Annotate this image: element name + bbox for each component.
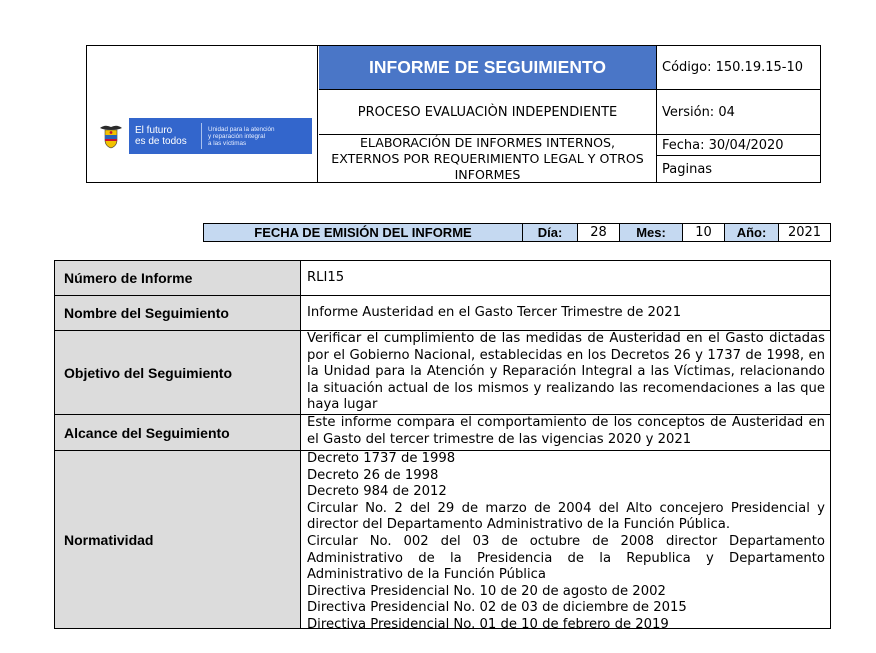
regulation-item: Decreto 26 de 1998	[307, 467, 439, 483]
regulation-item: Directiva Presidencial No. 01 de 10 de febrero de 2019	[307, 616, 669, 632]
day-value: 28	[578, 224, 620, 241]
logo-slogan	[129, 125, 199, 147]
logo-entity-name	[208, 126, 308, 147]
tracking-objective-label: Objetivo del Seguimiento	[55, 331, 301, 414]
regulations-row	[55, 451, 830, 632]
document-code: Código: 150.19.15-10	[657, 46, 820, 90]
document-version: Versión: 04	[657, 90, 820, 135]
regulations-label: Normatividad	[55, 451, 301, 628]
logo-slogan-line-1: El futuro	[135, 125, 173, 136]
month-value: 10	[683, 224, 725, 241]
month-label: Mes:	[620, 224, 683, 241]
logo-entity-line-2: y reparación integral	[208, 132, 266, 140]
report-number-row	[55, 261, 830, 296]
regulation-item: Circular No. 002 del 03 de octubre de 2008 director Departamento Administrativo de la Presidencia de la Republica y Departamento Administrativo de la Función Pública	[307, 533, 825, 583]
tracking-scope-row	[55, 415, 830, 451]
tracking-name-value: Informe Austeridad en el Gasto Tercer Trimestre de 2021	[307, 304, 682, 320]
document-date: Fecha: 30/04/2020	[657, 135, 820, 156]
tracking-objective-row	[55, 331, 830, 415]
logo-entity-line-3: a las víctimas	[208, 139, 247, 147]
logo-slogan-line-2: es de todos	[135, 136, 187, 147]
tracking-objective-value: Verificar el cumplimiento de las medidas de Austeridad en el Gasto dictadas por el Gobierno Nacional, establecidas en los Decretos 26 y 1737 de 1998, en la Unidad para la Atención y Reparación Integral a las Víctimas, relacionando la situación actual de los mismos y realizando las recomendaciones a las que haya lugar	[307, 331, 825, 413]
day-label: Día:	[523, 224, 578, 241]
tracking-scope-value: Este informe compara el comportamiento de los conceptos de Austeridad en el Gasto del tercer trimestre de las vigencias 2020 y 2021	[307, 415, 825, 447]
colombia-coat-of-arms-icon	[93, 118, 129, 154]
report-number-label: Número de Informe	[55, 261, 301, 295]
regulations-list	[301, 451, 830, 632]
unidad-victimas-logo	[93, 118, 312, 154]
tracking-name-label: Nombre del Seguimiento	[55, 296, 301, 330]
logo-entity-line-1: Unidad para la atención	[208, 125, 275, 133]
regulation-item: Decreto 984 de 2012	[307, 484, 447, 500]
regulation-item: Directiva Presidencial No. 02 de 03 de diciembre de 2015	[307, 600, 687, 616]
regulation-item: Decreto 1737 de 1998	[307, 451, 456, 466]
year-label: Año:	[725, 224, 779, 241]
emission-date-row	[203, 223, 831, 242]
report-details-table	[54, 260, 831, 632]
document-pages: Paginas	[662, 161, 713, 177]
year-value: 2021	[787, 225, 822, 240]
tracking-scope-label: Alcance del Seguimiento	[55, 415, 301, 450]
process-name: PROCESO EVALUACIÒN INDEPENDIENTE	[319, 90, 657, 135]
logo-divider	[201, 123, 202, 149]
regulation-item: Directiva Presidencial No. 10 de 20 de agosto de 2002	[307, 583, 666, 599]
elaboration-text: ELABORACIÓN DE INFORMES INTERNOS, EXTERNOS POR REQUERIMIENTO LEGAL Y OTROS INFORMES	[319, 135, 657, 182]
report-number-value: RLI15	[307, 269, 345, 285]
logo-cell	[87, 46, 318, 182]
document-title: INFORME DE SEGUIMIENTO	[319, 46, 657, 90]
document-header	[86, 45, 821, 183]
emission-date-label: FECHA DE EMISIÓN DEL INFORME	[204, 224, 523, 241]
regulation-item: Circular No. 2 del 29 de marzo de 2004 del Alto concejero Presidencial y director del Departamento Administrativo de la Función Pública.	[307, 500, 825, 533]
tracking-name-row	[55, 296, 830, 331]
